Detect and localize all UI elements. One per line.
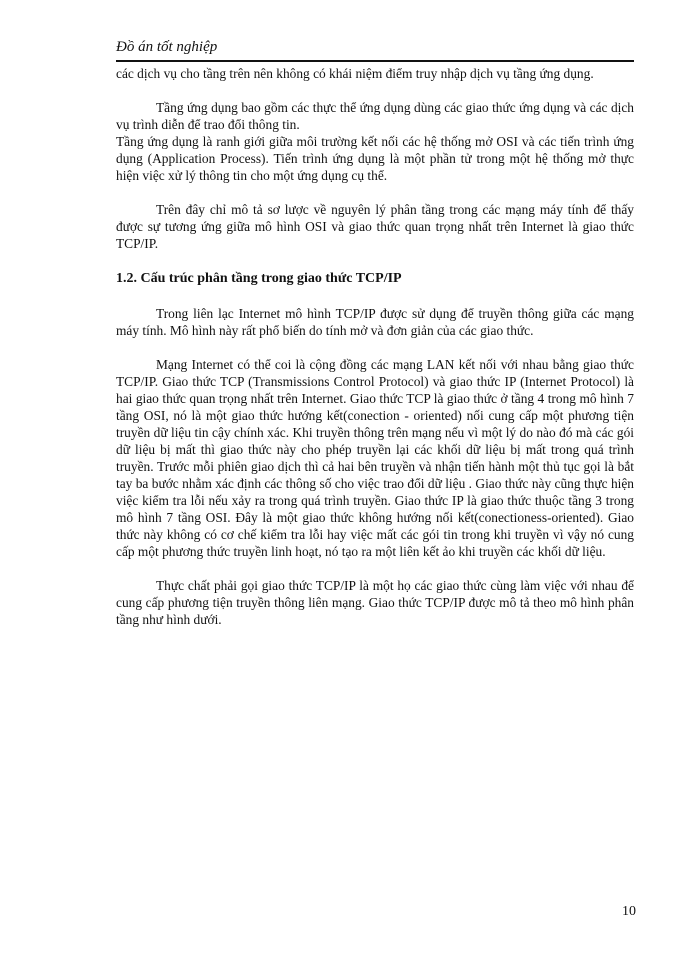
paragraph: Thực chất phải gọi giao thức TCP/IP là một họ các giao thức cùng làm việc với nhau để cung cấp phương tiện truyền thông liên mạng. Giao thức TCP/IP được mô tả theo mô hình phân tầng như hình dưới.	[116, 578, 634, 627]
paragraph: Mạng Internet có thể coi là cộng đồng các mạng LAN kết nối với nhau bằng giao thức TCP/IP. Giao thức TCP (Transmissions Control Protocol) và giao thức IP (Internet Protocol) là hai giao thức quan trọng nhất trên Internet. Giao thức TCP là giao thức ở tầng 4 trong mô hình 7 tầng OSI, nó là một giao thức hướng kết(conection - oriented) nối cung cấp một phương tiện truyền dữ liệu tin cậy chính xác. Khi truyền thông trên mạng nếu vì một lý do nào đó mà các gói dữ liệu bị mất thì giao thức này cho phép truyền lại các khối dữ liệu bị mất trong quá trình truyền. Trước mỗi phiên giao dịch thì cả hai bên truyền và nhận tiến hành một thủ tục gọi là bắt tay ba bước nhằm xác định các thông số cho việc trao đổi dữ liệu . Giao thức này cũng thực hiện việc kiểm tra lỗi nếu xảy ra trong quá trình truyền. Giao thức IP là giao thức thuộc tầng 3 trong mô hình 7 tầng OSI. Đây là một giao thức không hướng nối kết(conectioness-oriented). Giao thức này không có cơ chế kiểm tra lỗi hay việc mất các gói tin trong khi truyền vì vậy nó cung cấp một phương thức truyền linh hoạt, nó tạo ra một liên kết ảo khi truyền các khối dữ liệu.	[116, 357, 634, 559]
paragraph: Tầng ứng dụng là ranh giới giữa môi trường kết nối các hệ thống mở OSI và các tiến trình ứng dụng (Application Process). Tiến trình ứng dụng là một phần tử trong một hệ thống mở thực hiện việc xử lý thông tin cho một ứng dụng cụ thể.	[116, 134, 634, 183]
running-header: Đồ án tốt nghiệp	[116, 39, 218, 55]
paragraph: Trong liên lạc Internet mô hình TCP/IP được sử dụng để truyền thông giữa các mạng máy tính. Mô hình này rất phổ biến do tính mở và đơn giản của các giao thức.	[116, 306, 634, 338]
paragraph: Trên đây chỉ mô tả sơ lược về nguyên lý phân tầng trong các mạng máy tính để thấy được sự tương ứng giữa mô hình OSI và giao thức quan trọng nhất trên Internet là giao thức TCP/IP.	[116, 202, 634, 251]
paragraph: Tầng ứng dụng bao gồm các thực thể ứng dụng dùng các giao thức ứng dụng và các dịch vụ trình diễn để trao đổi thông tin.	[116, 100, 634, 132]
section-heading: 1.2. Cấu trúc phân tầng trong giao thức TCP/IP	[116, 271, 402, 286]
header-rule	[116, 60, 634, 62]
page-body	[116, 65, 634, 628]
paragraph: các dịch vụ cho tầng trên nên không có khái niệm điểm truy nhập dịch vụ tầng ứng dụng.	[116, 66, 594, 81]
page-number: 10	[622, 904, 636, 919]
